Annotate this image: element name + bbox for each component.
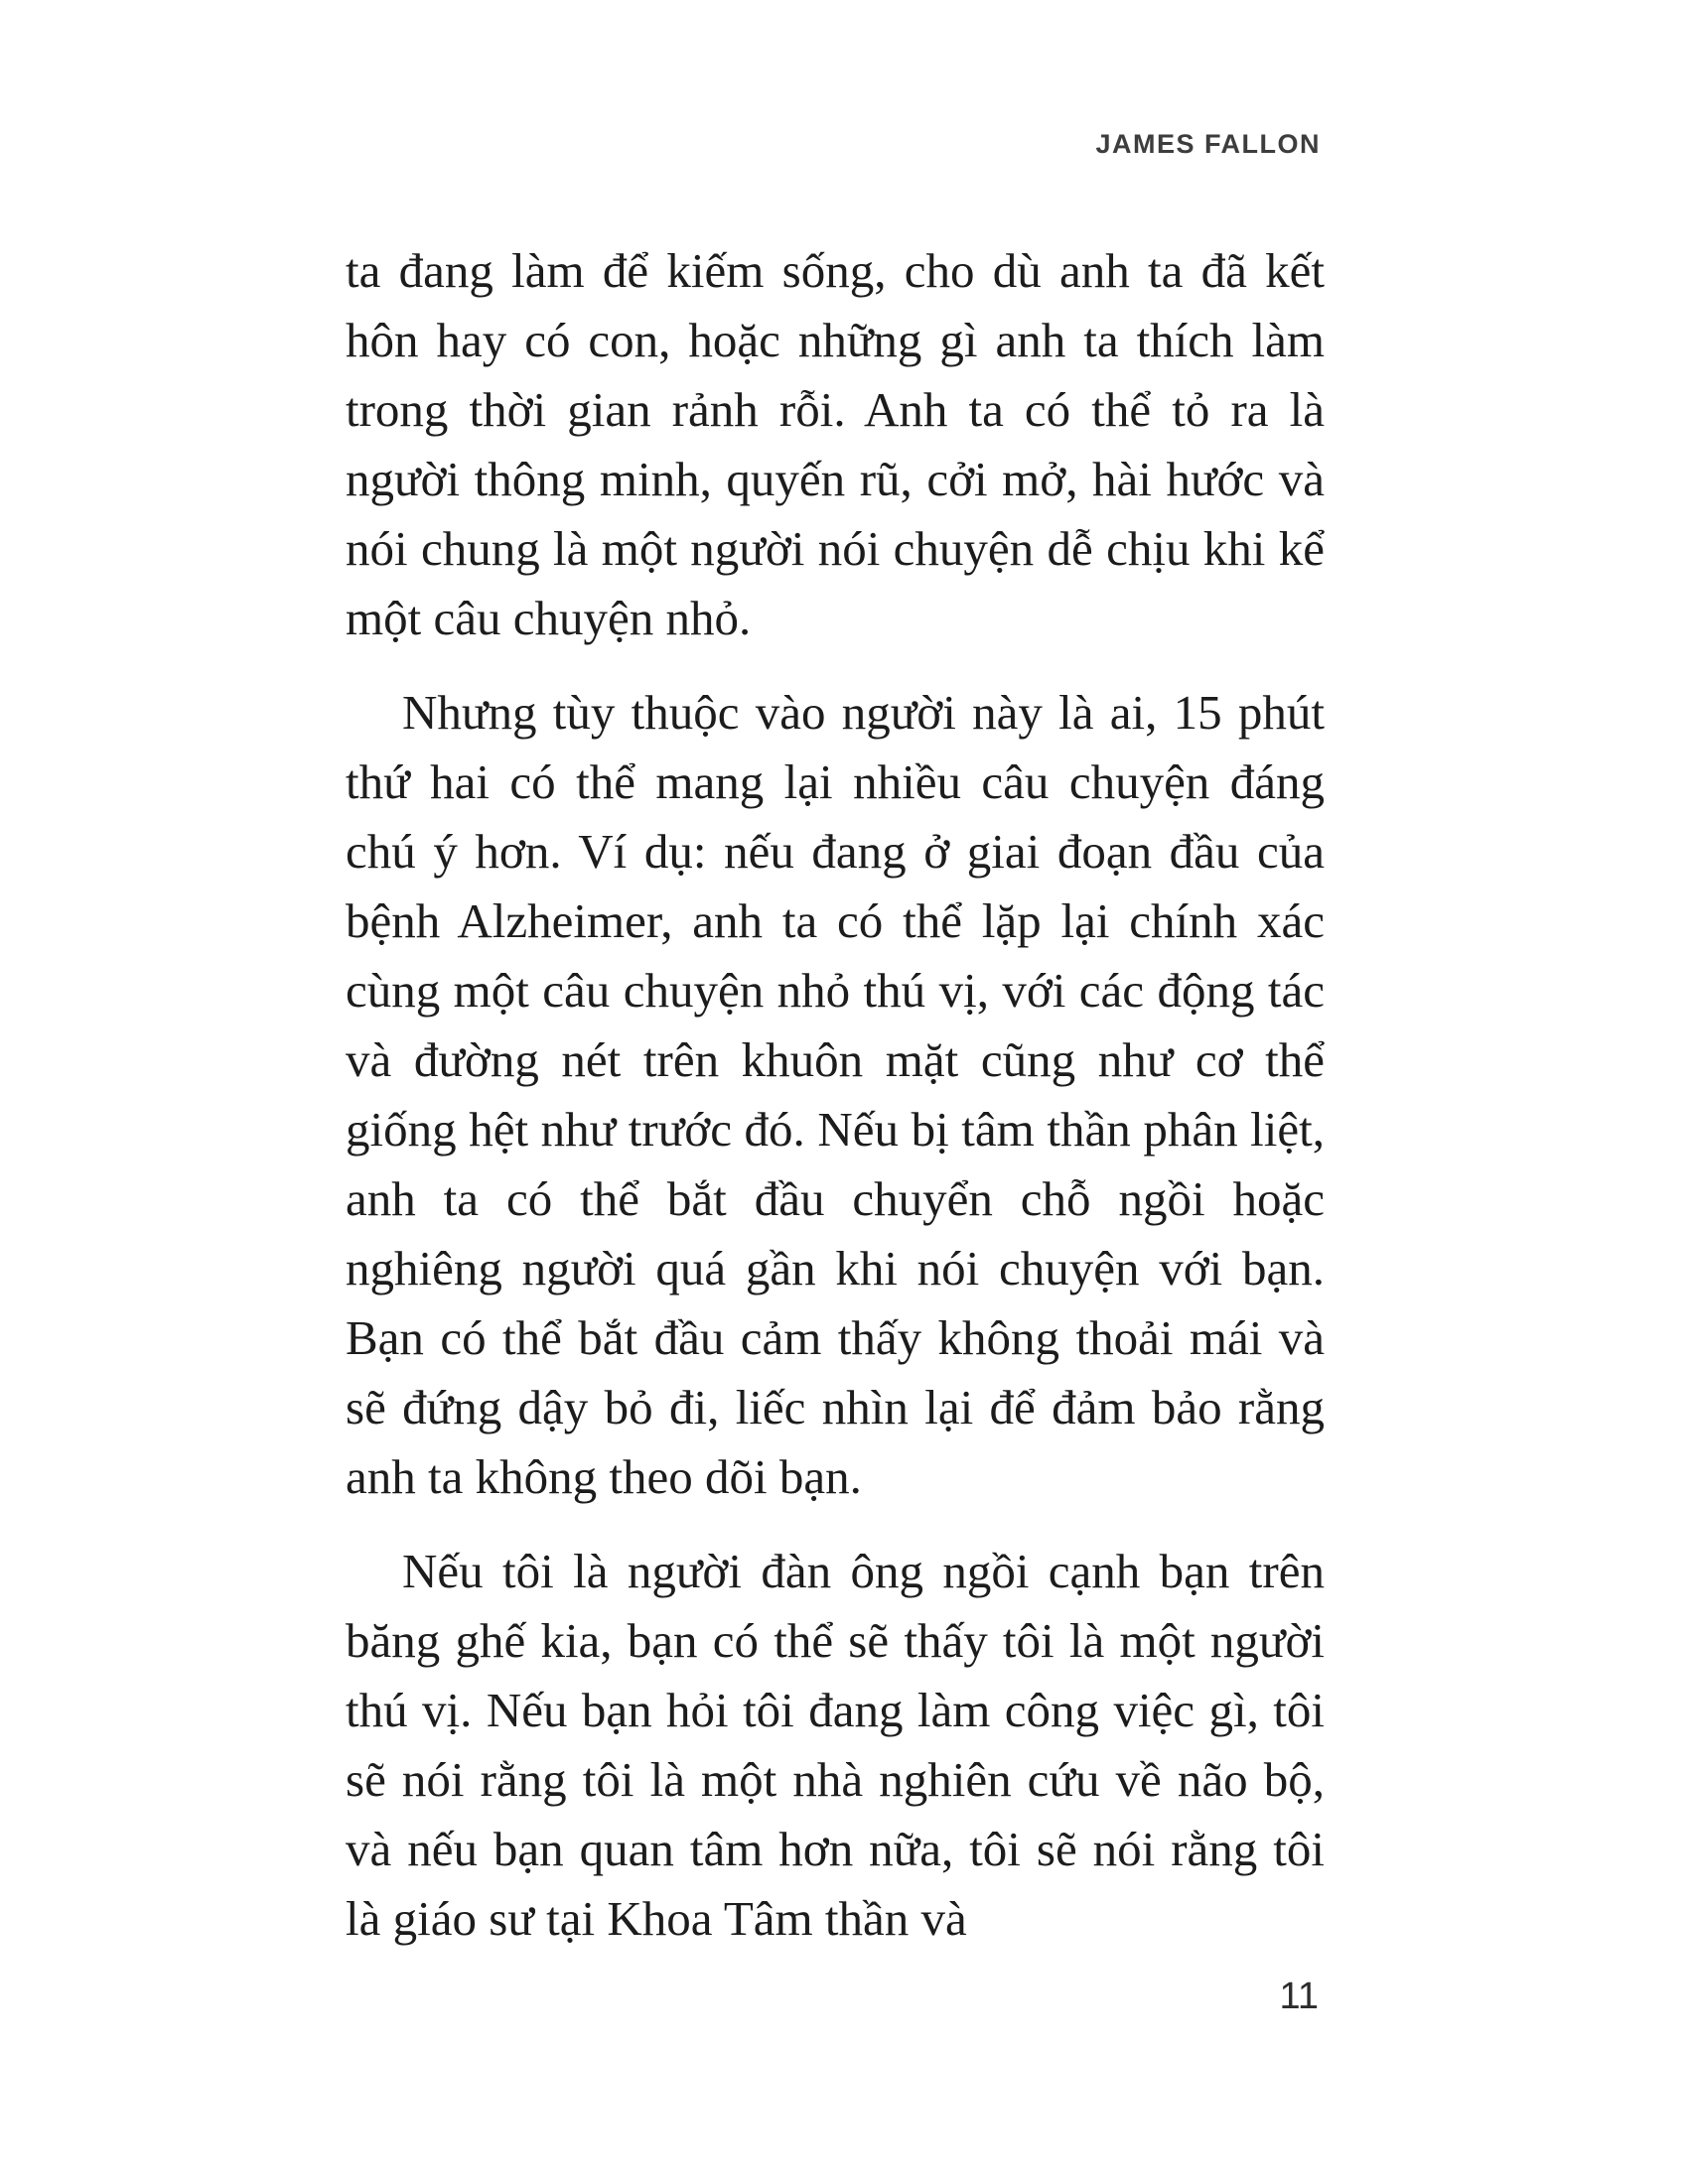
page-number: 11 <box>1279 1976 1319 2017</box>
paragraph: Nhưng tùy thuộc vào người này là ai, 15 phút thứ hai có thể mang lại nhiều câu chuyện đáng chú ý hơn. Ví dụ: nếu đang ở giai đoạn đầu của bệnh Alzheimer, anh ta có thể lặp lại chính xác cùng một câu chuyện nhỏ thú vị, với các động tác và đường nét trên khuôn mặt cũng như cơ thể giống hệt như trước đó. Nếu bị tâm thần phân liệt, anh ta có thể bắt đầu chuyển chỗ ngồi hoặc nghiêng người quá gần khi nói chuyện với bạn. Bạn có thể bắt đầu cảm thấy không thoải mái và sẽ đứng dậy bỏ đi, liếc nhìn lại để đảm bảo rằng anh ta không theo dõi bạn. <box>346 685 1325 1504</box>
running-header <box>1095 129 1321 160</box>
page-body <box>346 236 1325 1979</box>
running-header-author: JAMES FALLON <box>1095 129 1321 159</box>
paragraph: Nếu tôi là người đàn ông ngồi cạnh bạn trên băng ghế kia, bạn có thể sẽ thấy tôi là một người thú vị. Nếu bạn hỏi tôi đang làm công việc gì, tôi sẽ nói rằng tôi là một nhà nghiên cứu về não bộ, và nếu bạn quan tâm hơn nữa, tôi sẽ nói rằng tôi là giáo sư tại Khoa Tâm thần và <box>346 1544 1325 1946</box>
paragraph: ta đang làm để kiếm sống, cho dù anh ta đã kết hôn hay có con, hoặc những gì anh ta thích làm trong thời gian rảnh rỗi. Anh ta có thể tỏ ra là người thông minh, quyến rũ, cởi mở, hài hước và nói chung là một người nói chuyện dễ chịu khi kể một câu chuyện nhỏ. <box>346 243 1325 645</box>
